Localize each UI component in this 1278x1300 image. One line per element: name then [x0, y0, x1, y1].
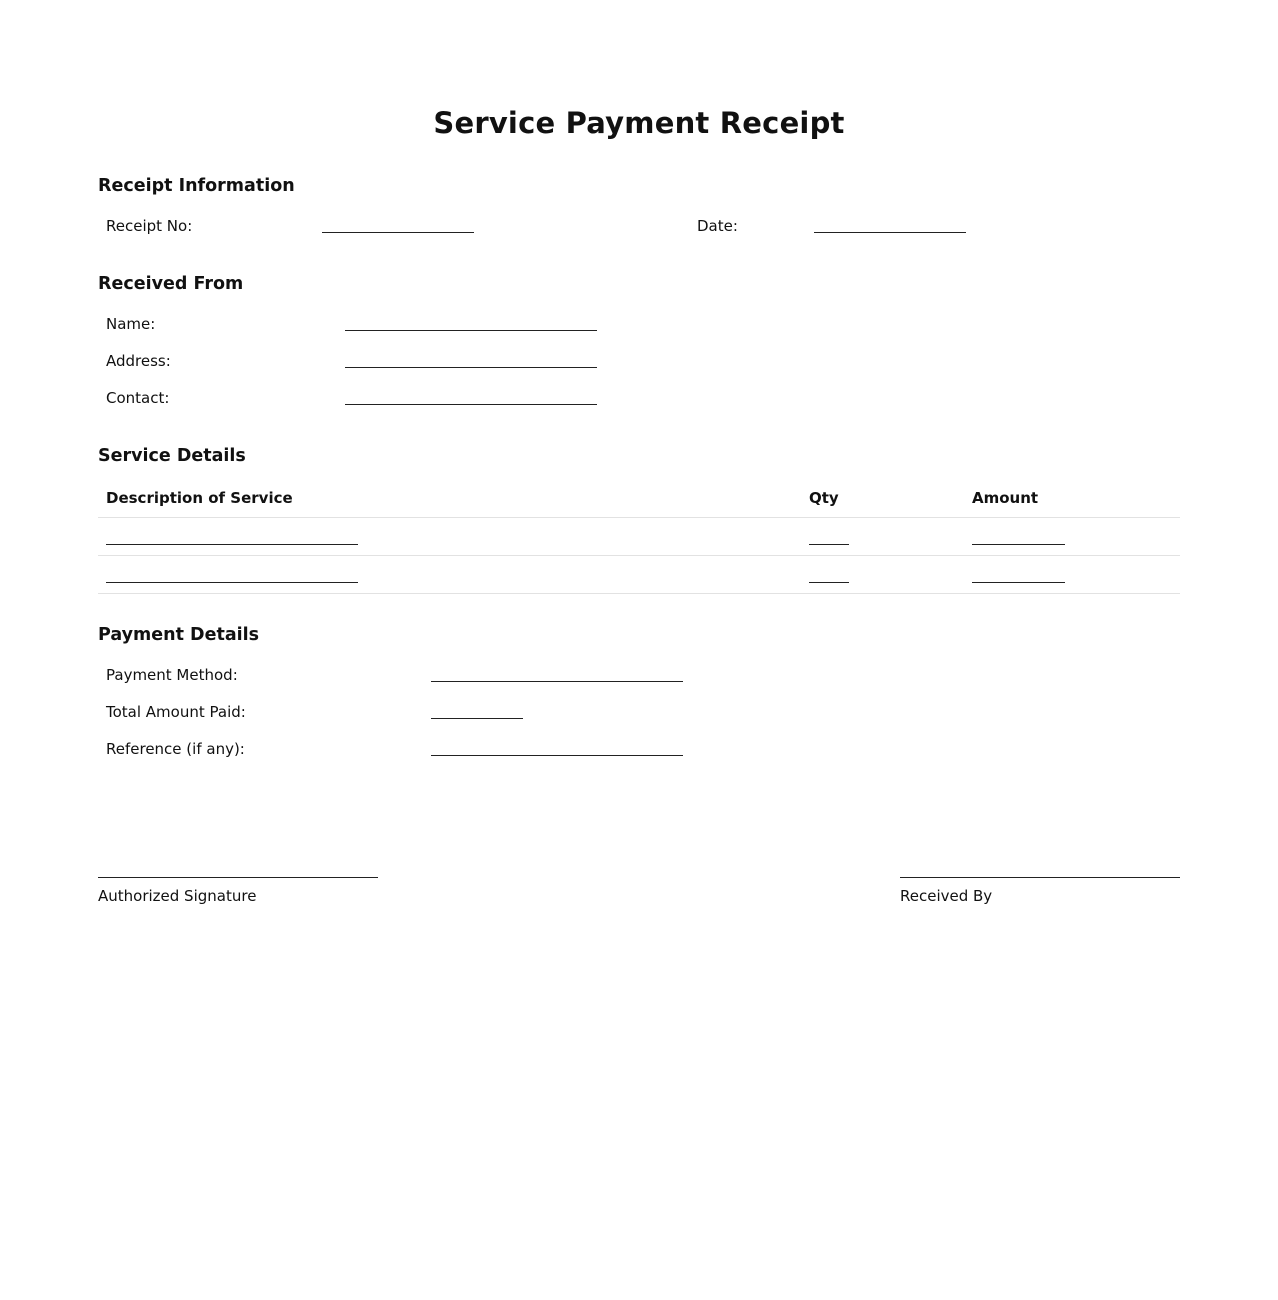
col-header-description: Description of Service — [106, 489, 293, 507]
payment-method-blank[interactable] — [431, 681, 683, 682]
received-from-heading: Received From — [98, 274, 244, 294]
table-row-divider — [98, 555, 1180, 556]
total-amount-blank[interactable] — [431, 718, 523, 719]
description-blank[interactable] — [106, 582, 358, 583]
payment-method-label: Payment Method: — [106, 666, 238, 684]
address-label: Address: — [106, 352, 171, 370]
received-by-caption: Received By — [900, 887, 993, 905]
contact-label: Contact: — [106, 389, 170, 407]
receipt-page — [98, 0, 1180, 1300]
received-by-line[interactable] — [900, 877, 1180, 878]
name-label: Name: — [106, 315, 156, 333]
receipt-no-blank[interactable] — [322, 232, 474, 233]
address-blank[interactable] — [345, 367, 597, 368]
service-details-heading: Service Details — [98, 446, 246, 466]
contact-blank[interactable] — [345, 404, 597, 405]
col-header-qty: Qty — [809, 489, 839, 507]
document-title: Service Payment Receipt — [433, 106, 845, 140]
name-blank[interactable] — [345, 330, 597, 331]
description-blank[interactable] — [106, 544, 358, 545]
col-header-amount: Amount — [972, 489, 1039, 507]
amount-blank[interactable] — [972, 582, 1065, 583]
qty-blank[interactable] — [809, 582, 849, 583]
payment-details-heading: Payment Details — [98, 625, 260, 645]
receipt-info-heading: Receipt Information — [98, 176, 295, 196]
table-row-divider — [98, 593, 1180, 594]
receipt-no-label: Receipt No: — [106, 217, 193, 235]
date-blank[interactable] — [814, 232, 966, 233]
reference-label: Reference (if any): — [106, 740, 245, 758]
table-header-divider — [98, 517, 1180, 518]
date-label: Date: — [697, 217, 738, 235]
authorized-signature-line[interactable] — [98, 877, 378, 878]
amount-blank[interactable] — [972, 544, 1065, 545]
authorized-signature-caption: Authorized Signature — [98, 887, 257, 905]
total-amount-label: Total Amount Paid: — [106, 703, 246, 721]
reference-blank[interactable] — [431, 755, 683, 756]
qty-blank[interactable] — [809, 544, 849, 545]
